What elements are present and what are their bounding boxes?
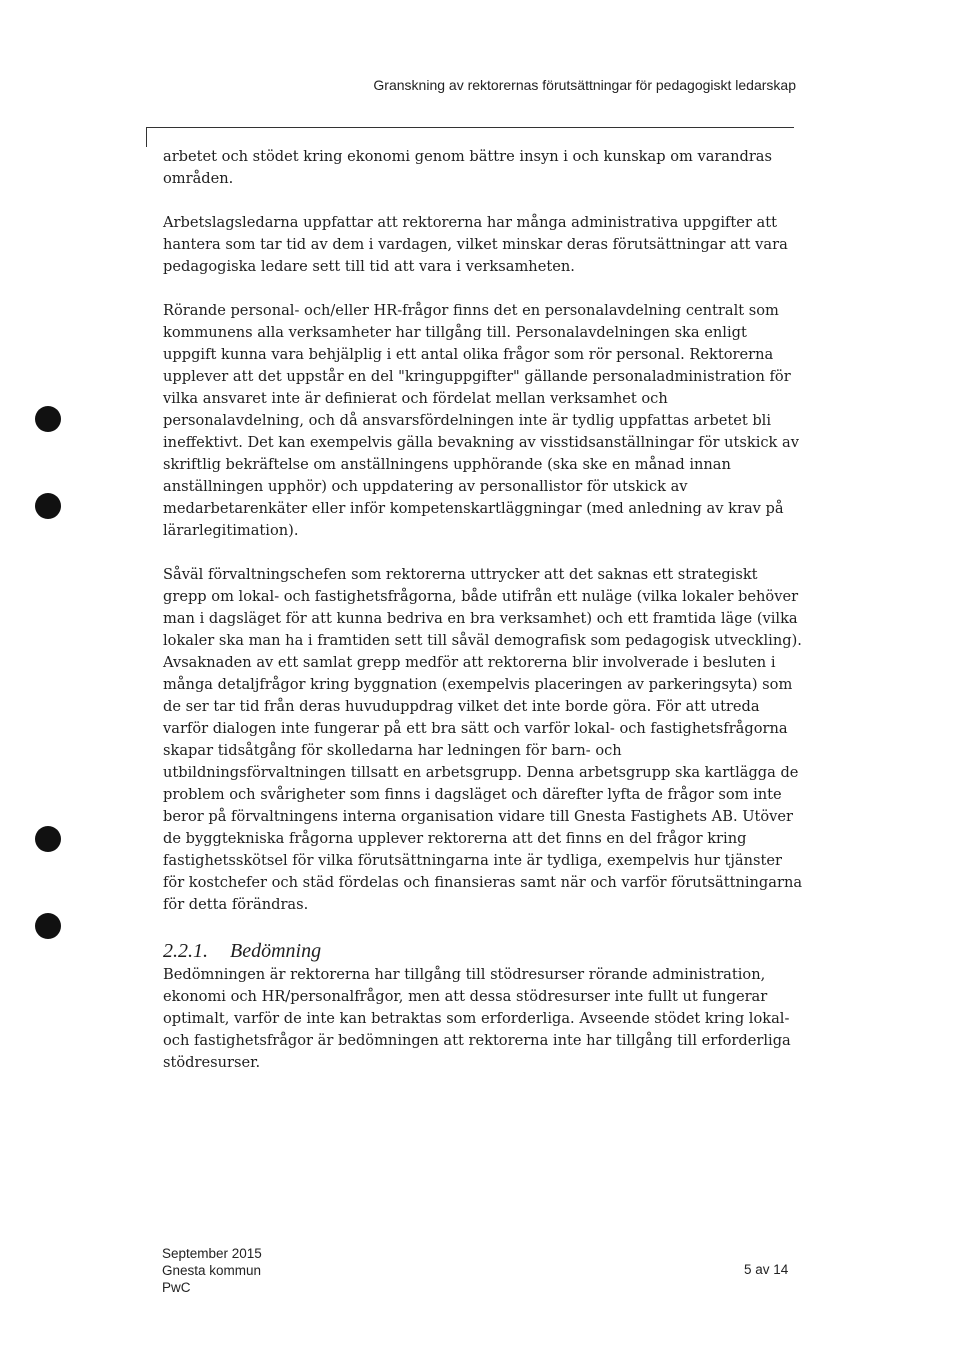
page-number: 5 av 14 (744, 1262, 789, 1277)
paragraph: Såväl förvaltningschefen som rektorerna uttrycker att det saknas ett strategiskt grepp om lokal- och fastighetsfrågorna, både utifrån ett nuläge (vilka lokaler behöver man i dagsläget för att kunna bedriva en bra verksamhet) och ett framtida läge (vilka lokaler ska man ha i framtiden sett till såväl demografisk som pedagogisk utveckling). Avsaknaden av ett samlat grepp medför att rektorerna blir involverade i besluten i många detaljfrågor kring byggnation (exempelvis placeringen av parkeringsyta) som de ser tar tid från deras huvuduppdrag vilket det inte borde göra. För att utreda varför dialogen inte fungerar på ett bra sätt och varför lokal- och fastighetsfrågorna skapar tidsåtgång för skolledarna har ledningen för barn- och utbildningsförvaltningen tillsatt en arbetsgrupp. Denna arbetsgrupp ska kartlägga de problem och svårigheter som finns i dagsläget och därefter lyfta de frågor som inte beror på förvaltningens interna organisation vidare till Gnesta Fastighets AB. Utöver de byggtekniska frågorna upplever rektorerna att det finns en del frågor kring fastighetsskötsel för vilka förutsättningarna inte är tydliga, exempelvis hur tjänster för kostchefer och städ fördelas och finansieras samt när och varför förutsättningarna för detta förändras. (163, 566, 803, 913)
punch-hole-dot (35, 493, 61, 519)
header-rule-corner (146, 127, 147, 147)
punch-hole-dot (35, 826, 61, 852)
paragraph: Rörande personal- och/eller HR-frågor finns det en personalavdelning centralt som kommunens alla verksamheter har tillgång till. Personalavdelningen ska enligt uppgift kunna vara behjälplig i ett antal olika frågor som rör personal. Rektorerna upplever att det uppstår en del "kringuppgifter" gällande personaladministration för vilka ansvaret inte är definierat och fördelat mellan verksamhet och personalavdelning, och då ansvarsfördelningen inte är tydlig uppfattas arbetet bli ineffektivt. Det kan exempelvis gälla bevakning av visstidsanställningar för utskick av skriftlig bekräftelse om anställningens upphörande (ska ske en månad innan anställningen upphör) och uppdatering av personallistor för utskick av medarbetarenkäter eller inför kompetenskartläggningar (med anledning av krav på lärarlegitimation). (163, 302, 799, 539)
paragraph: Arbetslagsledarna uppfattar att rektorerna har många administrativa uppgifter att hantera som tar tid av dem i vardagen, vilket minskar deras förutsättningar att vara pedagogiska ledare sett till tid att vara i verksamheten. (163, 214, 788, 275)
footer-org: Gnesta kommun (162, 1263, 262, 1278)
paragraph: arbetet och stödet kring ekonomi genom bättre insyn i och kunskap om varandras områden. (163, 148, 772, 187)
page-header: Granskning av rektorernas förutsättningar för pedagogiskt ledarskap (373, 77, 796, 93)
footer-firm: PwC (162, 1280, 191, 1295)
section-number: 2.2.1. (163, 940, 208, 962)
punch-hole-dot (35, 406, 61, 432)
punch-hole-dot (35, 913, 61, 939)
page-footer (162, 1245, 262, 1296)
section-heading (163, 938, 803, 964)
header-rule (146, 127, 794, 128)
document-body (163, 146, 803, 1096)
footer-date: September 2015 (162, 1246, 262, 1261)
section-paragraph: Bedömningen är rektorerna har tillgång till stödresurser rörande administration, ekonomi och HR/personalfrågor, men att dessa stödresurser inte fullt ut fungerar optimalt, varför de inte kan betraktas som erforderliga. Avseende stödet kring lokal- och fastighetsfrågor är bedömningen att rektorerna inte har tillgång till erforderliga stödresurser. (163, 966, 791, 1071)
section-title: Bedömning (230, 940, 322, 962)
